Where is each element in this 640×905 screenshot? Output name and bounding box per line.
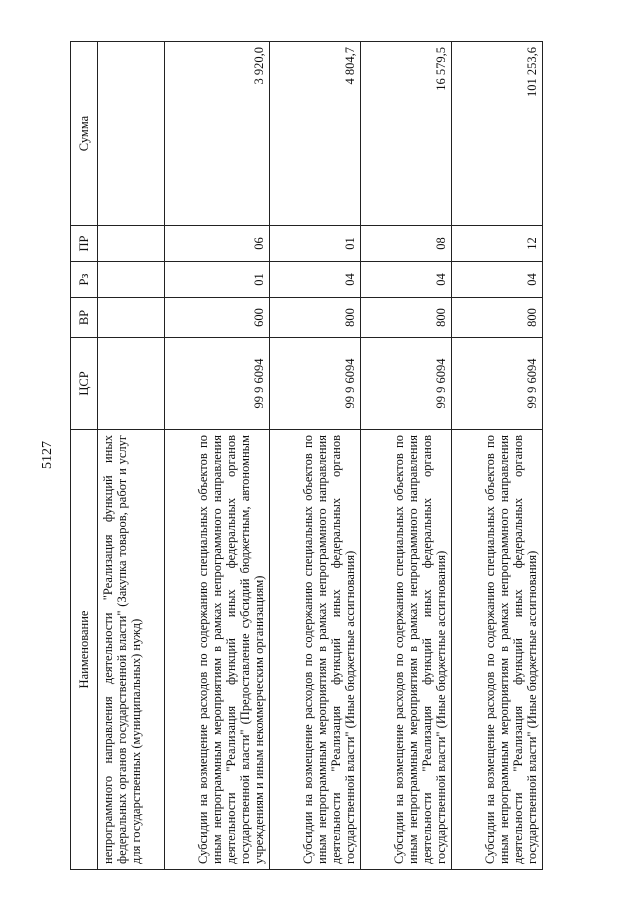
table-row: [98, 42, 165, 870]
row-vr: 800: [361, 298, 452, 338]
header-rz: Рз: [71, 262, 98, 298]
row-vr: 800: [452, 298, 543, 338]
row-csr: 99 9 6094: [270, 338, 361, 430]
row-vr: 600: [165, 298, 270, 338]
rotated-page-content: [40, 30, 600, 880]
page-number: 5127: [40, 441, 55, 469]
row-name: Субсидии на возмещение расходов по содержанию специальных объектов по иным непрограммным мероприятиям в рамках непрограммного направления деятельности "Реализация функций иных федеральных органов государственной власти" (Иные бюджетные ассигнования): [361, 430, 452, 870]
budget-table: [70, 41, 543, 870]
header-csr: ЦСР: [71, 338, 98, 430]
table-row: [452, 42, 543, 870]
table-row: [165, 42, 270, 870]
row-csr: 99 9 6094: [452, 338, 543, 430]
row-vr: 800: [270, 298, 361, 338]
row-name: Субсидии на возмещение расходов по содержанию специальных объектов по иным непрограммным мероприятиям в рамках непрограммного направления деятельности "Реализация функций иных федеральных органов государственной власти" (Иные бюджетные ассигнования): [270, 430, 361, 870]
row-name: непрограммного направления деятельности "Реализация функций иных федеральных органов государственной власти" (Закупка товаров, работ и услуг для государственных (муниципальных) нужд): [98, 430, 165, 870]
header-pr: ПР: [71, 226, 98, 262]
row-sum: [98, 42, 165, 226]
row-csr: 99 9 6094: [361, 338, 452, 430]
table-row: [270, 42, 361, 870]
row-sum: 3 920,0: [165, 42, 270, 226]
row-vr: [98, 298, 165, 338]
header-sum: Сумма: [71, 42, 98, 226]
row-sum: 4 804,7: [270, 42, 361, 226]
row-pr: 01: [270, 226, 361, 262]
header-vr: ВР: [71, 298, 98, 338]
header-name: Наименование: [71, 430, 98, 870]
row-rz: 04: [452, 262, 543, 298]
row-rz: 01: [165, 262, 270, 298]
table-header-row: [71, 42, 98, 870]
table-row: [361, 42, 452, 870]
row-pr: 08: [361, 226, 452, 262]
row-rz: [98, 262, 165, 298]
row-name: Субсидии на возмещение расходов по содержанию специальных объектов по иным непрограммным мероприятиям в рамках непрограммного направления деятельности "Реализация функций иных федеральных органов государственной власти" (Предоставление субсидий бюджетным, автономным учреждениям и иным некоммерческим организациям): [165, 430, 270, 870]
row-pr: 12: [452, 226, 543, 262]
row-sum: 16 579,5: [361, 42, 452, 226]
row-pr: 06: [165, 226, 270, 262]
row-csr: 99 9 6094: [165, 338, 270, 430]
row-rz: 04: [270, 262, 361, 298]
row-name: Субсидии на возмещение расходов по содержанию специальных объектов по иным непрограммным мероприятиям в рамках непрограммного направления деятельности "Реализация функций иных федеральных органов государственной власти" (Иные бюджетные ассигнования): [452, 430, 543, 870]
row-pr: [98, 226, 165, 262]
row-sum: 101 253,6: [452, 42, 543, 226]
row-rz: 04: [361, 262, 452, 298]
row-csr: [98, 338, 165, 430]
